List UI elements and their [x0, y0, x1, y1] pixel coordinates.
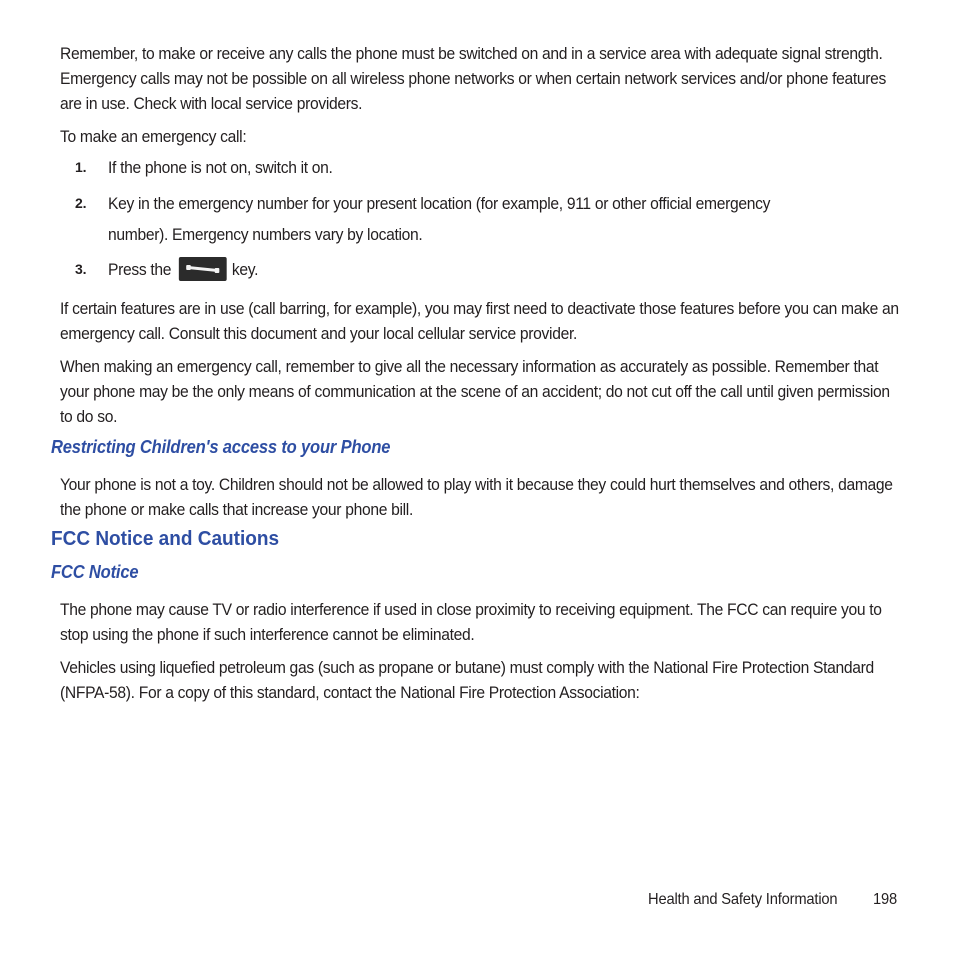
step-2-line2: number). Emergency numbers vary by location. [108, 225, 423, 244]
step-3-before: Press the [108, 260, 172, 279]
step-3-after: key. [231, 260, 259, 279]
step-3-text [108, 257, 908, 282]
paragraph-not-a-toy: Your phone is not a toy. Children should not be allowed to play with it because they could hurt themselves and others, damage the phone or make calls that increase your phone bill. [60, 475, 893, 519]
step-3-number: 3. [75, 261, 87, 277]
paragraph-call-barring: If certain features are in use (call barring, for example), you may first need to deactivate those features before you can make an emergency call. Consult this document and your local cellular service provider. [60, 299, 899, 343]
paragraph-emergency-info: When making an emergency call, remember to give all the necessary information as accurately as possible. Remember that your phone may be the only means of communication at the scene of an accident; do not cut off the call until given permission to do so. [60, 357, 890, 426]
footer-page-number: 198 [873, 891, 898, 908]
step-2-number: 2. [75, 195, 87, 211]
end-key-icon [179, 257, 227, 281]
heading-fcc-notice-cautions: FCC Notice and Cautions [51, 528, 280, 550]
step-1-text: If the phone is not on, switch it on. [108, 158, 333, 177]
paragraph-tv-interference: The phone may cause TV or radio interference if used in close proximity to receiving equipment. The FCC can require you to stop using the phone if such interference cannot be eliminated. [60, 600, 882, 644]
heading-restricting-children: Restricting Children's access to your Phone [51, 437, 391, 457]
footer-section-title: Health and Safety Information [648, 891, 838, 908]
heading-fcc-notice: FCC Notice [51, 562, 139, 582]
paragraph-emergency-intro: To make an emergency call: [60, 127, 247, 146]
step-1-number: 1. [75, 159, 87, 175]
step-2-line1: Key in the emergency number for your present location (for example, 911 or other official emergency [108, 194, 771, 213]
paragraph-signal-requirements: Remember, to make or receive any calls the phone must be switched on and in a service area with adequate signal strength. Emergency calls may not be possible on all wireless phone networks or when certain network services and/or phone features are in use. Check with local service providers. [60, 44, 887, 113]
paragraph-lpg-vehicles: Vehicles using liquefied petroleum gas (such as propane or butane) must comply with the National Fire Protection Standard (NFPA-58). For a copy of this standard, contact the National Fire Protection Association: [60, 658, 874, 702]
